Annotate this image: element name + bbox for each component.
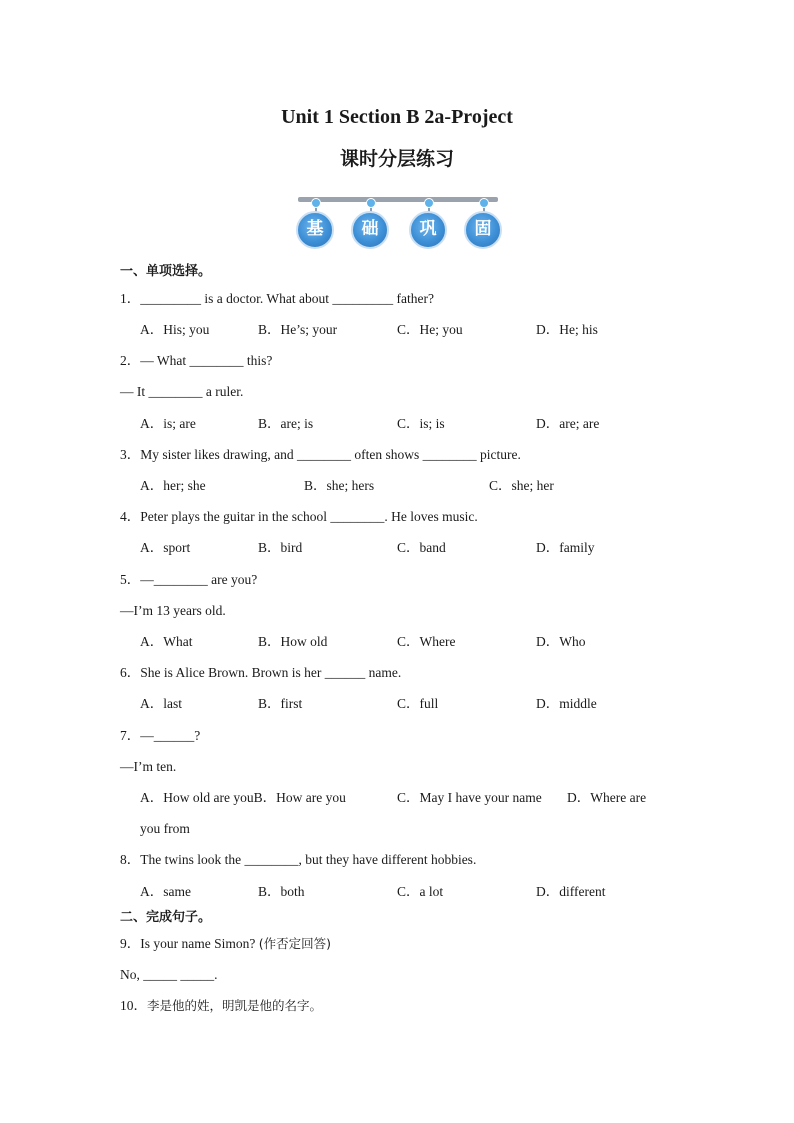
page-subtitle: 课时分层练习 <box>339 148 454 170</box>
banner-char: 固 <box>464 211 502 249</box>
question-stem: 8．The twins look the ________, but they have different hobbies. <box>120 852 477 867</box>
option-d: D．middle <box>536 696 597 711</box>
option-d-wrap: you from <box>140 821 190 836</box>
option-b: B．are; is <box>258 416 314 431</box>
question-stem-en: 9．Is your name Simon? <box>120 936 259 951</box>
option-a: A．is; are <box>140 416 196 431</box>
option-c: C．Where <box>397 634 456 649</box>
option-c: C．a lot <box>397 884 444 899</box>
banner-char: 础 <box>351 211 389 249</box>
option-a: A．sport <box>140 540 191 555</box>
question-dialogue: —I’m ten. <box>120 759 177 774</box>
question-stem: 3．My sister likes drawing, and ________ often shows ________ picture. <box>120 447 521 462</box>
question-stem <box>120 935 331 953</box>
question-dialogue: — It ________ a ruler. <box>120 384 244 399</box>
pin-icon <box>479 198 489 208</box>
banner-item-4 <box>464 198 504 248</box>
question-stem: 2．— What ________ this? <box>120 353 273 368</box>
question-number: 10． <box>120 998 147 1013</box>
question-stem <box>120 997 322 1015</box>
option-d: D．He; his <box>536 322 598 337</box>
banner-char: 基 <box>296 211 334 249</box>
option-c: C．band <box>397 540 446 555</box>
question-stem: 4．Peter plays the guitar in the school ________. He loves music. <box>120 509 478 524</box>
option-a: A．His; you <box>140 322 210 337</box>
pin-icon <box>311 198 321 208</box>
option-d: D．Who <box>536 634 586 649</box>
option-b: B．both <box>258 884 305 899</box>
question-instruction: (作否定回答) <box>258 936 331 951</box>
option-c: C．May I have your name <box>397 790 542 805</box>
banner-item-2 <box>351 198 391 248</box>
option-b: B．she; hers <box>304 478 375 493</box>
level-banner <box>296 192 502 252</box>
option-a-b: A．How old are youB．How are you <box>140 790 346 805</box>
option-d: D．are; are <box>536 416 600 431</box>
question-stem: 1．_________ is a doctor. What about _________ father? <box>120 291 434 306</box>
question-text-cn: 李是他的姓，明凯是他的名字。 <box>147 998 323 1013</box>
question-dialogue: —I’m 13 years old. <box>120 603 226 618</box>
option-a: A．same <box>140 884 191 899</box>
page-title: Unit 1 Section B 2a-Project <box>281 106 513 128</box>
option-a: A．What <box>140 634 193 649</box>
option-c: C．He; you <box>397 322 463 337</box>
question-stem: 5．—________ are you? <box>120 572 258 587</box>
section-heading: 二、完成句子。 <box>120 910 212 925</box>
option-a: A．last <box>140 696 182 711</box>
pin-icon <box>366 198 376 208</box>
section-heading: 一、单项选择。 <box>120 264 212 279</box>
banner-item-1 <box>296 198 336 248</box>
option-d: D．different <box>536 884 606 899</box>
question-stem: 7．—______? <box>120 728 201 743</box>
pin-icon <box>424 198 434 208</box>
option-c: C．full <box>397 696 439 711</box>
banner-item-3 <box>409 198 449 248</box>
banner-char: 巩 <box>409 211 447 249</box>
question-stem: 6．She is Alice Brown. Brown is her ______ name. <box>120 665 402 680</box>
option-d: D．family <box>536 540 595 555</box>
option-b: B．bird <box>258 540 303 555</box>
answer-line: No, _____ _____. <box>120 967 218 982</box>
option-a: A．her; she <box>140 478 206 493</box>
option-b: B．He’s; your <box>258 322 338 337</box>
option-b: B．How old <box>258 634 328 649</box>
option-c: C．she; her <box>489 478 554 493</box>
option-d: D．Where are <box>567 790 647 805</box>
option-b: B．first <box>258 696 303 711</box>
option-c: C．is; is <box>397 416 445 431</box>
